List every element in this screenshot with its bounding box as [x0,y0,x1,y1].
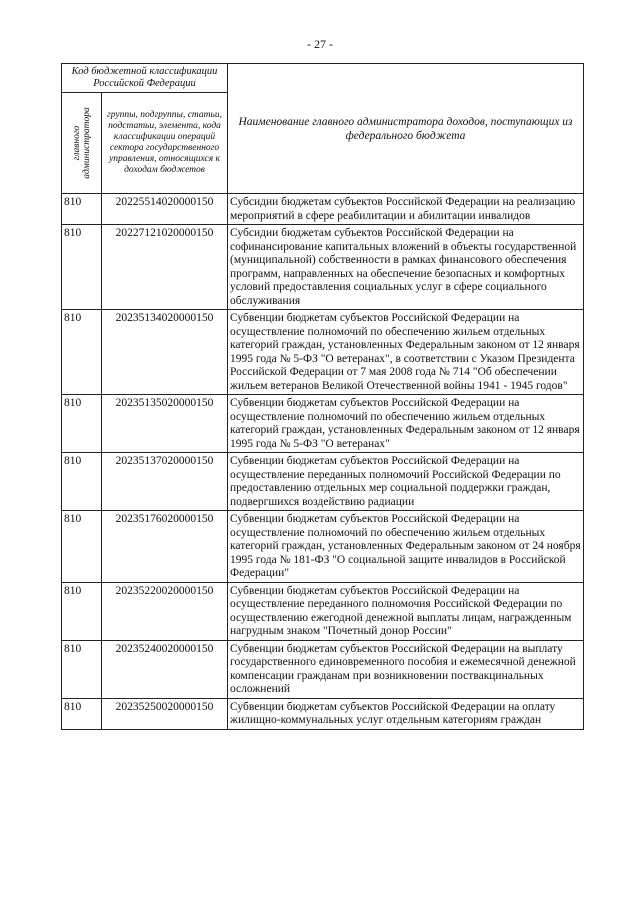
table-row [62,194,584,225]
header-admin-line-2: администратора [81,107,92,179]
header-admin-col [62,93,102,194]
name-cell: Субвенции бюджетам субъектов Российской Федерации на осуществление переданного полномочия Российской Федерации по осуществлению ежегодной денежной выплаты лицам, награжденным нагрудным знаком "Почетный донор России" [228,582,584,640]
name-cell: Субсидии бюджетам субъектов Российской Федерации на реализацию мероприятий в сфере реабилитации и абилитации инвалидов [228,194,584,225]
admin-cell: 810 [62,194,102,225]
table-row [62,640,584,698]
page-number: - 27 - [307,37,333,51]
name-cell: Субвенции бюджетам субъектов Российской Федерации на осуществление полномочий по обеспечению жильем отдельных категорий граждан, установленных Федеральным законом от 12 января 1995 года № 5-ФЗ "О ветеранах", в соответствии с Указом Президента Российской Федерации от 7 мая 2008 года № 714 "Об обеспечении жильем ветеранов Великой Отечественной войны 1941 - 1945 годов" [228,310,584,395]
code-cell: 20235137020000150 [102,453,228,511]
code-cell: 20225514020000150 [102,194,228,225]
table-row [62,511,584,583]
admin-cell: 810 [62,582,102,640]
name-cell: Субвенции бюджетам субъектов Российской Федерации на осуществление полномочий по обеспечению жильем отдельных категорий граждан, установленных Федеральным законом от 12 января 1995 года № 5-ФЗ "О ветеранах" [228,395,584,453]
header-name-col: Наименование главного администратора доходов, поступающих из федерального бюджета [228,64,584,194]
admin-cell: 810 [62,698,102,729]
name-cell: Субвенции бюджетам субъектов Российской Федерации на выплату государственного единовременного пособия и ежемесячной денежной компенсации гражданам при возникновении поствакцинальных осложнений [228,640,584,698]
table-row [62,395,584,453]
code-cell: 20235176020000150 [102,511,228,583]
admin-cell: 810 [62,225,102,310]
code-cell: 20235220020000150 [102,582,228,640]
admin-cell: 810 [62,310,102,395]
admin-cell: 810 [62,395,102,453]
table-row [62,225,584,310]
code-cell: 20235250020000150 [102,698,228,729]
table-row [62,698,584,729]
table-row [62,582,584,640]
name-cell: Субвенции бюджетам субъектов Российской Федерации на осуществление полномочий по обеспечению жильем отдельных категорий граждан, установленных Федеральным законом от 24 ноября 1995 года № 181-ФЗ "О социальной защите инвалидов в Российской Федерации" [228,511,584,583]
name-cell: Субвенции бюджетам субъектов Российской Федерации на оплату жилищно-коммунальных услуг отдельным категориям граждан [228,698,584,729]
admin-cell: 810 [62,640,102,698]
header-code-title: Код бюджетной классификации Российской Федерации [62,64,228,93]
code-cell: 20235240020000150 [102,640,228,698]
name-cell: Субсидии бюджетам субъектов Российской Федерации на софинансирование капитальных вложений в объекты государственной (муниципальной) собственности в рамках финансового обеспечения программ, направленных на обеспечение безопасных и комфортных условий предоставления социальных услуг в сфере социального обслуживания [228,225,584,310]
code-cell: 20235135020000150 [102,395,228,453]
code-cell: 20227121020000150 [102,225,228,310]
name-cell: Субвенции бюджетам субъектов Российской Федерации на осуществление переданных полномочий Российской Федерации по предоставлению отдельных мер социальной поддержки граждан, подвергшихся воздействию радиации [228,453,584,511]
budget-classification-table [61,63,584,730]
header-groups-col: группы, подгруппы, статьи, подстатьи, элемента, кода классификации операций сектора государственного управления, относящихся к доходам бюджетов [102,93,228,194]
header-row-top [62,64,584,93]
code-cell: 20235134020000150 [102,310,228,395]
table-body [62,194,584,730]
admin-cell: 810 [62,453,102,511]
table-row [62,453,584,511]
admin-cell: 810 [62,511,102,583]
table-row [62,310,584,395]
header-admin-line-1: главного [71,125,82,161]
